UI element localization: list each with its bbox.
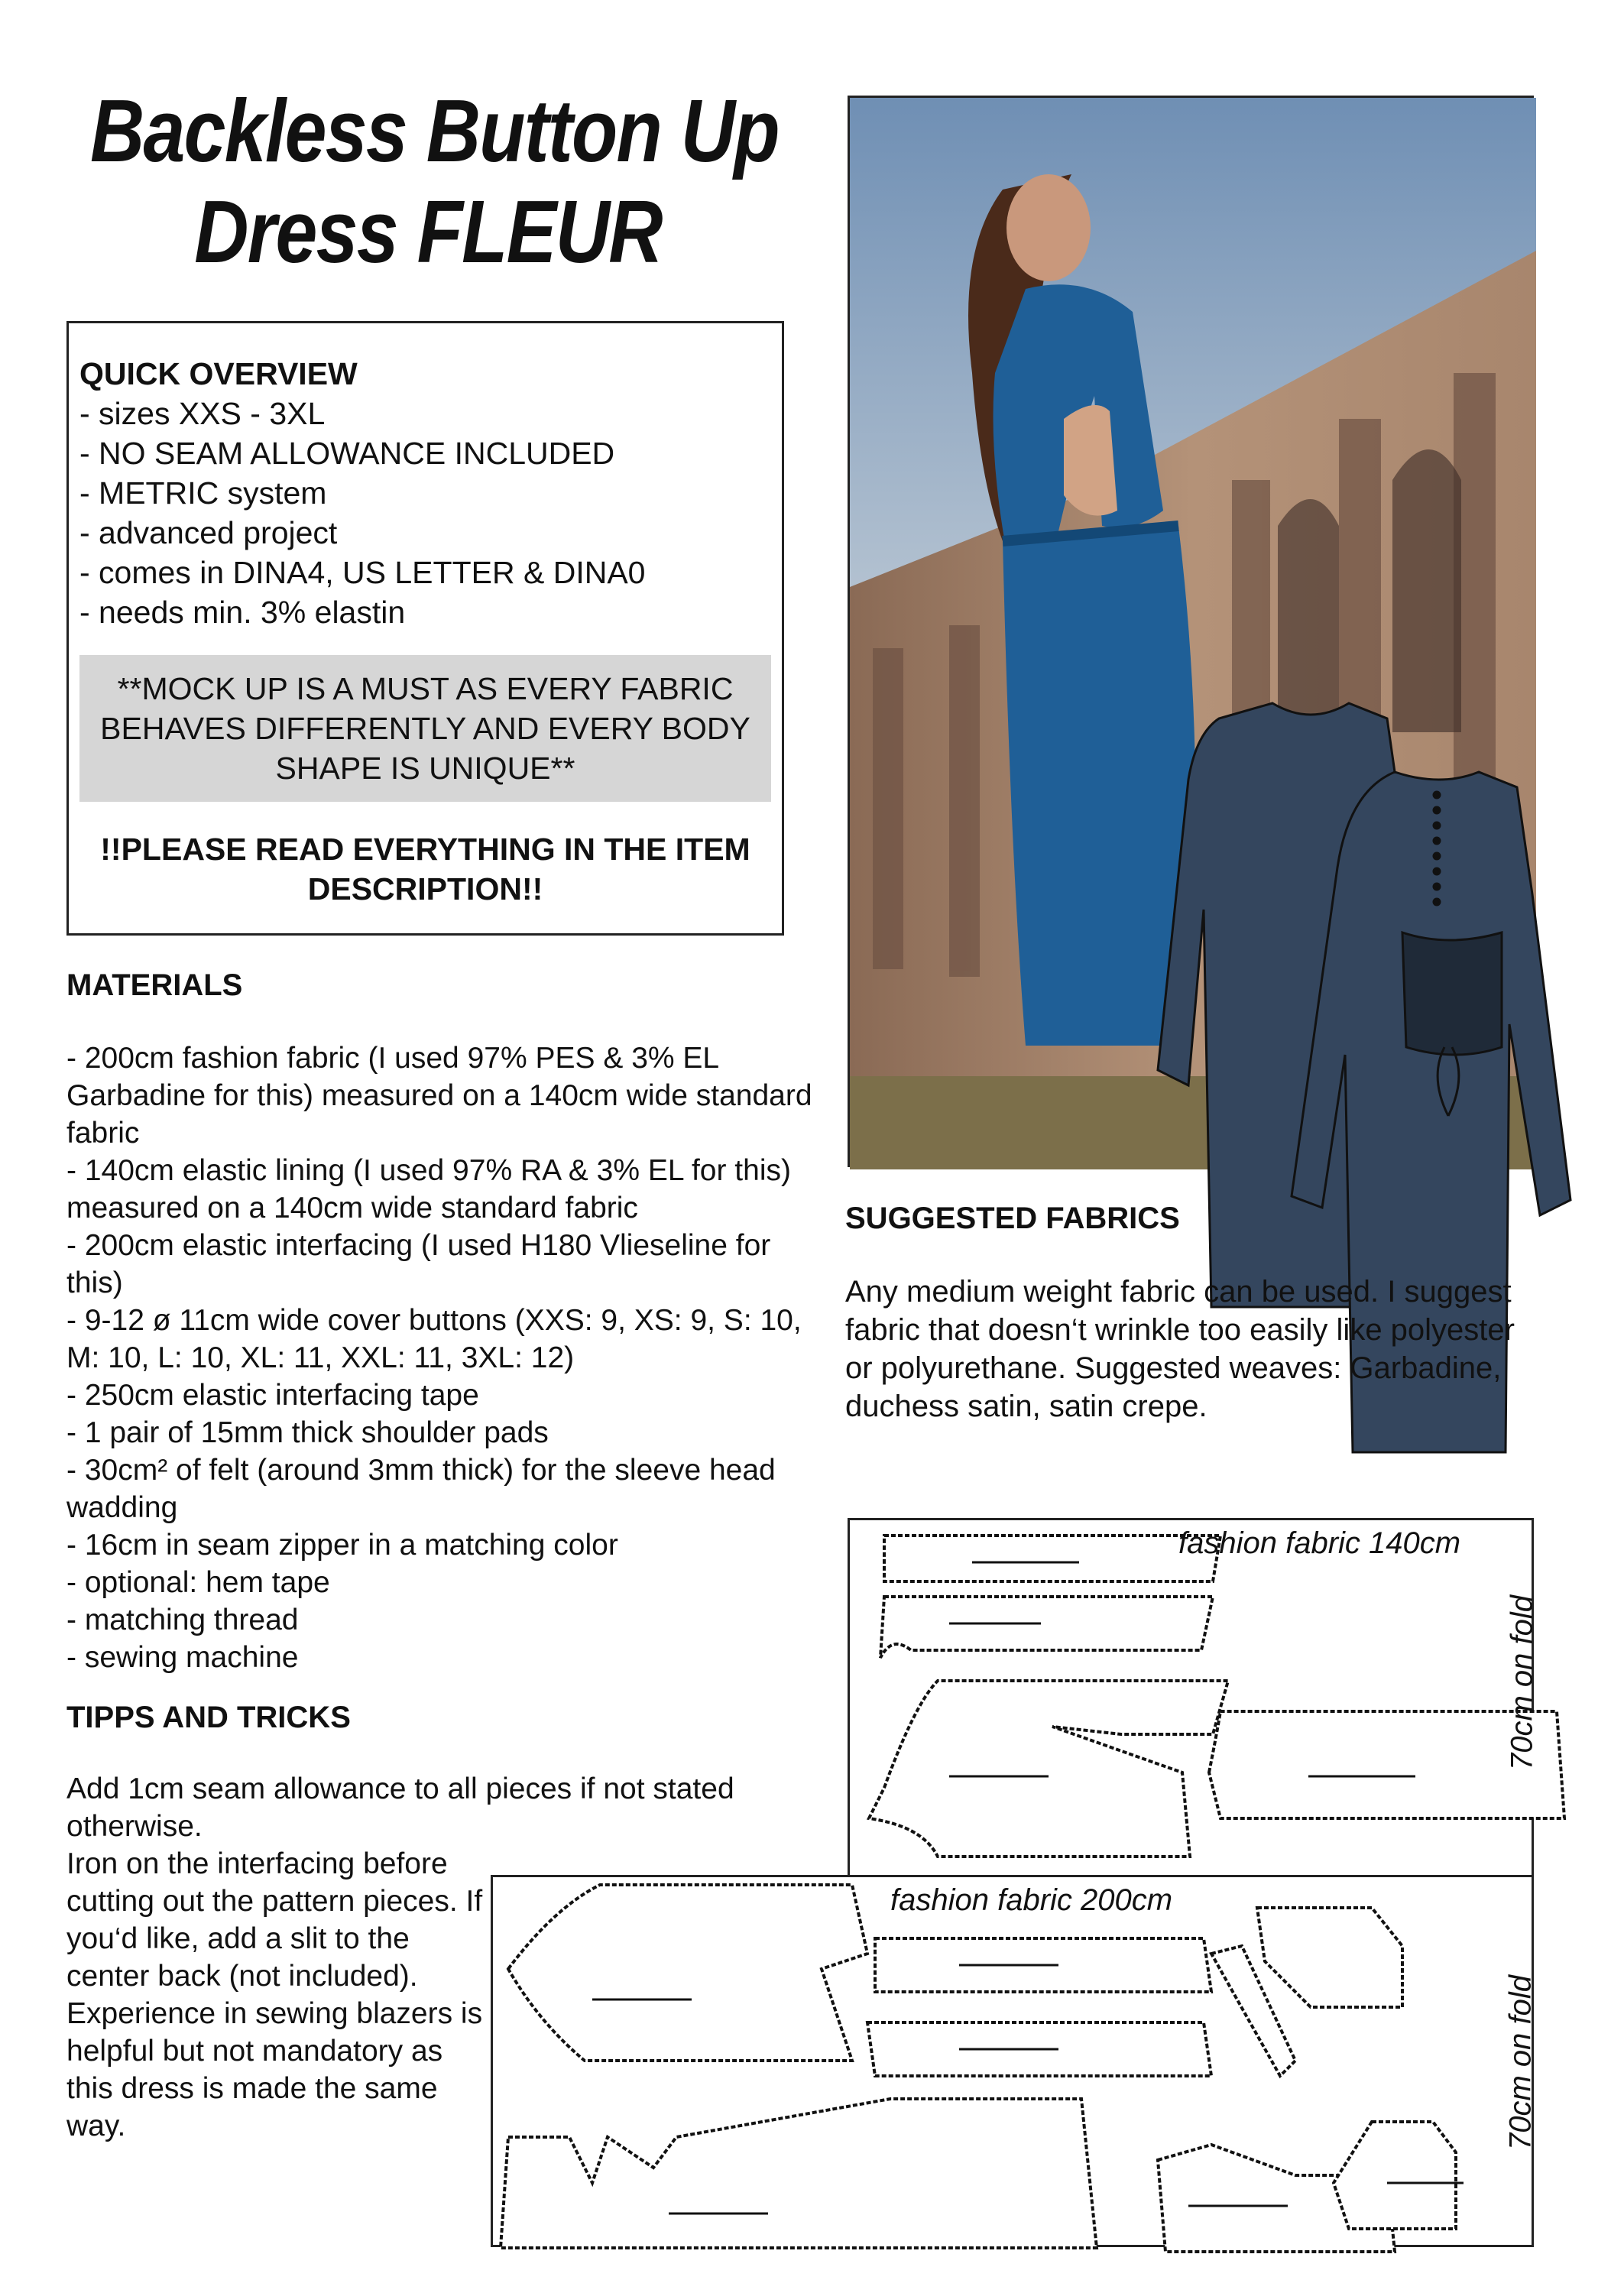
- material-item: - 16cm in seam zipper in a matching color: [66, 1529, 618, 1562]
- materials-list: [66, 1039, 823, 1676]
- fold-label: 70cm on fold: [1505, 1594, 1539, 1771]
- material-item: - 200cm fashion fabric (I used 97% PES & 3% EL Garbadine for this) measured on a 140cm wide standard fabric: [66, 1042, 812, 1150]
- left-column: [66, 321, 823, 2145]
- materials-heading: MATERIALS: [66, 968, 243, 1002]
- material-item: - 250cm elastic interfacing tape: [66, 1379, 479, 1412]
- overview-item: - needs min. 3% elastin: [79, 595, 406, 630]
- suggested-fabrics-heading: SUGGESTED FABRICS: [845, 1202, 1180, 1235]
- read-description-notice: !!PLEASE READ EVERYTHING IN THE ITEM DESCRIPTION!!: [100, 832, 750, 906]
- pattern-pieces-140: [850, 1520, 1536, 1879]
- quick-overview-box: [66, 321, 784, 936]
- material-item: - 140cm elastic lining (I used 97% RA & 3% EL for this) measured on a 140cm wide standard fabric: [66, 1154, 791, 1224]
- title-line-2: Dress FLEUR: [194, 182, 662, 281]
- material-item: - sewing machine: [66, 1641, 299, 1674]
- overview-heading: QUICK OVERVIEW: [79, 356, 358, 391]
- mockup-warning: **MOCK UP IS A MUST AS EVERY FABRIC BEHAVES DIFFERENTLY AND EVERY BODY SHAPE IS UNIQUE**: [79, 655, 771, 802]
- title-line-1: Backless Button Up: [90, 81, 779, 180]
- overview-item: - comes in DINA4, US LETTER & DINA0: [79, 555, 646, 590]
- material-item: - 30cm² of felt (around 3mm thick) for the sleeve head wadding: [66, 1454, 776, 1524]
- material-item: - optional: hem tape: [66, 1566, 330, 1599]
- material-item: - matching thread: [66, 1604, 299, 1636]
- overview-item: - METRIC system: [79, 475, 327, 511]
- pattern-pieces-200: [493, 1877, 1536, 2249]
- suggested-fabrics-text: Any medium weight fabric can be used. I suggest fabric that doesn‘t wrinkle too easily like polyester or polyurethane. Suggested weaves: Garbadine, duchess satin, satin crepe.: [845, 1275, 1515, 1423]
- dress-flat-sketches: [1181, 688, 1624, 1315]
- fold-label: 70cm on fold: [1503, 1974, 1538, 2151]
- material-item: - 9-12 ø 11cm wide cover buttons (XXS: 9, XS: 9, S: 10, M: 10, L: 10, XL: 11, XXL: 11, 3XL: 12): [66, 1304, 802, 1374]
- layout-label: fashion fabric 140cm: [1178, 1526, 1461, 1560]
- tips-p2: Iron on the interfacing before cutting out the pattern pieces. If you‘d like, add a slit to the center back (not included). Experience in sewing blazers is helpful but not mandatory as this dress is made the same way.: [66, 1847, 483, 2142]
- tips-heading: TIPPS AND TRICKS: [66, 1701, 351, 1734]
- overview-item: - advanced project: [79, 515, 338, 550]
- layout-200cm: [491, 1875, 1538, 2247]
- page-title: [90, 80, 779, 282]
- overview-item: - sizes XXS - 3XL: [79, 396, 326, 431]
- material-item: - 200cm elastic interfacing (I used H180 Vlieseline for this): [66, 1229, 771, 1299]
- layout-label: fashion fabric 200cm: [890, 1883, 1173, 1917]
- overview-item: - NO SEAM ALLOWANCE INCLUDED: [79, 436, 615, 471]
- layout-140cm: [848, 1518, 1539, 1877]
- material-item: - 1 pair of 15mm thick shoulder pads: [66, 1416, 549, 1449]
- tips-p1: Add 1cm seam allowance to all pieces if not stated otherwise.: [66, 1772, 734, 1843]
